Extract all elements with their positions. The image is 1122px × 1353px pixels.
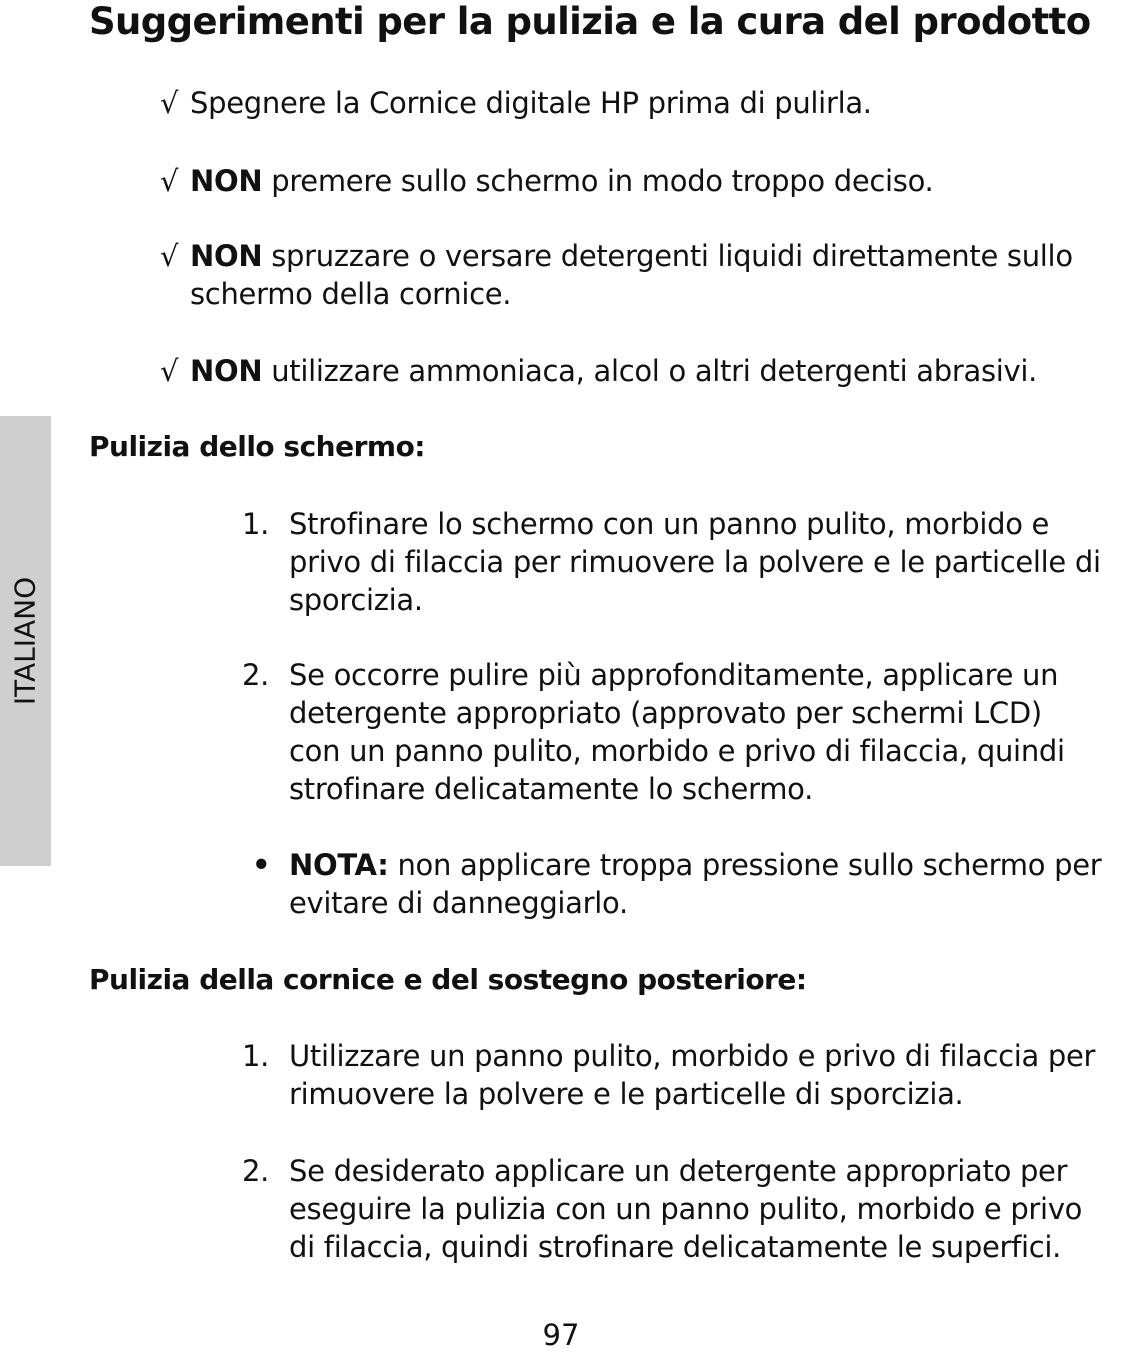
check-icon: √ bbox=[160, 239, 179, 273]
checklist-text: spruzzare o versare detergenti liquidi direttamente sullo bbox=[262, 239, 1073, 273]
step-line: con un panno pulito, morbido e privo di filaccia, quindi bbox=[289, 734, 1065, 768]
checklist-text: Spegnere la Cornice digitale HP prima di pulirla. bbox=[190, 86, 872, 120]
note-label: NOTA: bbox=[289, 848, 389, 882]
numbered-step bbox=[242, 656, 1122, 808]
checklist-item bbox=[160, 352, 1110, 390]
language-side-tab bbox=[0, 416, 51, 866]
checklist-item bbox=[160, 162, 1110, 200]
step-line: Se desiderato applicare un detergente appropriato per bbox=[289, 1154, 1068, 1188]
step-line: detergente appropriato (approvato per schermi LCD) bbox=[289, 696, 1042, 730]
section-heading-screen: Pulizia dello schermo: bbox=[89, 430, 426, 463]
note-text: non applicare troppa pressione sullo schermo per bbox=[388, 848, 1102, 882]
step-line: sporcizia. bbox=[289, 583, 423, 617]
checklist-emphasis: NON bbox=[190, 164, 263, 198]
step-line: eseguire la pulizia con un panno pulito, morbido e privo bbox=[289, 1192, 1083, 1226]
checklist-emphasis: NON bbox=[190, 239, 263, 273]
page-title: Suggerimenti per la pulizia e la cura del prodotto bbox=[89, 0, 1091, 43]
numbered-step bbox=[242, 1037, 1122, 1113]
numbered-step bbox=[242, 505, 1122, 619]
note-line bbox=[252, 846, 1122, 884]
checklist-item-line bbox=[160, 162, 1110, 200]
checklist-item bbox=[160, 237, 1110, 313]
checklist-item bbox=[160, 84, 1110, 122]
checklist-text: premere sullo schermo in modo troppo deciso. bbox=[262, 164, 934, 198]
check-icon: √ bbox=[160, 354, 179, 388]
checklist-item-line: schermo della cornice. bbox=[190, 277, 512, 311]
step-line: di filaccia, quindi strofinare delicatamente le superfici. bbox=[289, 1230, 1062, 1264]
numbered-step bbox=[242, 1152, 1122, 1266]
checklist-item-line bbox=[160, 84, 1110, 122]
step-number: 1. bbox=[242, 1039, 270, 1073]
step-line: privo di filaccia per rimuovere la polvere e le particelle di bbox=[289, 545, 1101, 579]
bullet-icon: • bbox=[252, 848, 271, 882]
step-line: Se occorre pulire più approfonditamente, applicare un bbox=[289, 658, 1059, 692]
page-number: 97 bbox=[542, 1318, 580, 1352]
checklist-item-line bbox=[160, 352, 1110, 390]
step-number: 2. bbox=[242, 658, 270, 692]
step-line: rimuovere la polvere e le particelle di sporcizia. bbox=[289, 1077, 964, 1111]
section-heading-frame: Pulizia della cornice e del sostegno posteriore: bbox=[89, 963, 807, 996]
step-number: 2. bbox=[242, 1154, 270, 1188]
check-icon: √ bbox=[160, 86, 179, 120]
checklist-text: utilizzare ammoniaca, alcol o altri detergenti abrasivi. bbox=[262, 354, 1038, 388]
step-line: strofinare delicatamente lo schermo. bbox=[289, 772, 814, 806]
check-icon: √ bbox=[160, 164, 179, 198]
note-line: evitare di danneggiarlo. bbox=[289, 886, 628, 920]
step-line: Utilizzare un panno pulito, morbido e privo di filaccia per bbox=[289, 1039, 1096, 1073]
step-line: Strofinare lo schermo con un panno pulito, morbido e bbox=[289, 507, 1050, 541]
step-number: 1. bbox=[242, 507, 270, 541]
checklist-item-line bbox=[160, 237, 1110, 275]
language-tab-label: ITALIANO bbox=[8, 576, 42, 706]
checklist-emphasis: NON bbox=[190, 354, 263, 388]
note-item bbox=[252, 846, 1122, 922]
